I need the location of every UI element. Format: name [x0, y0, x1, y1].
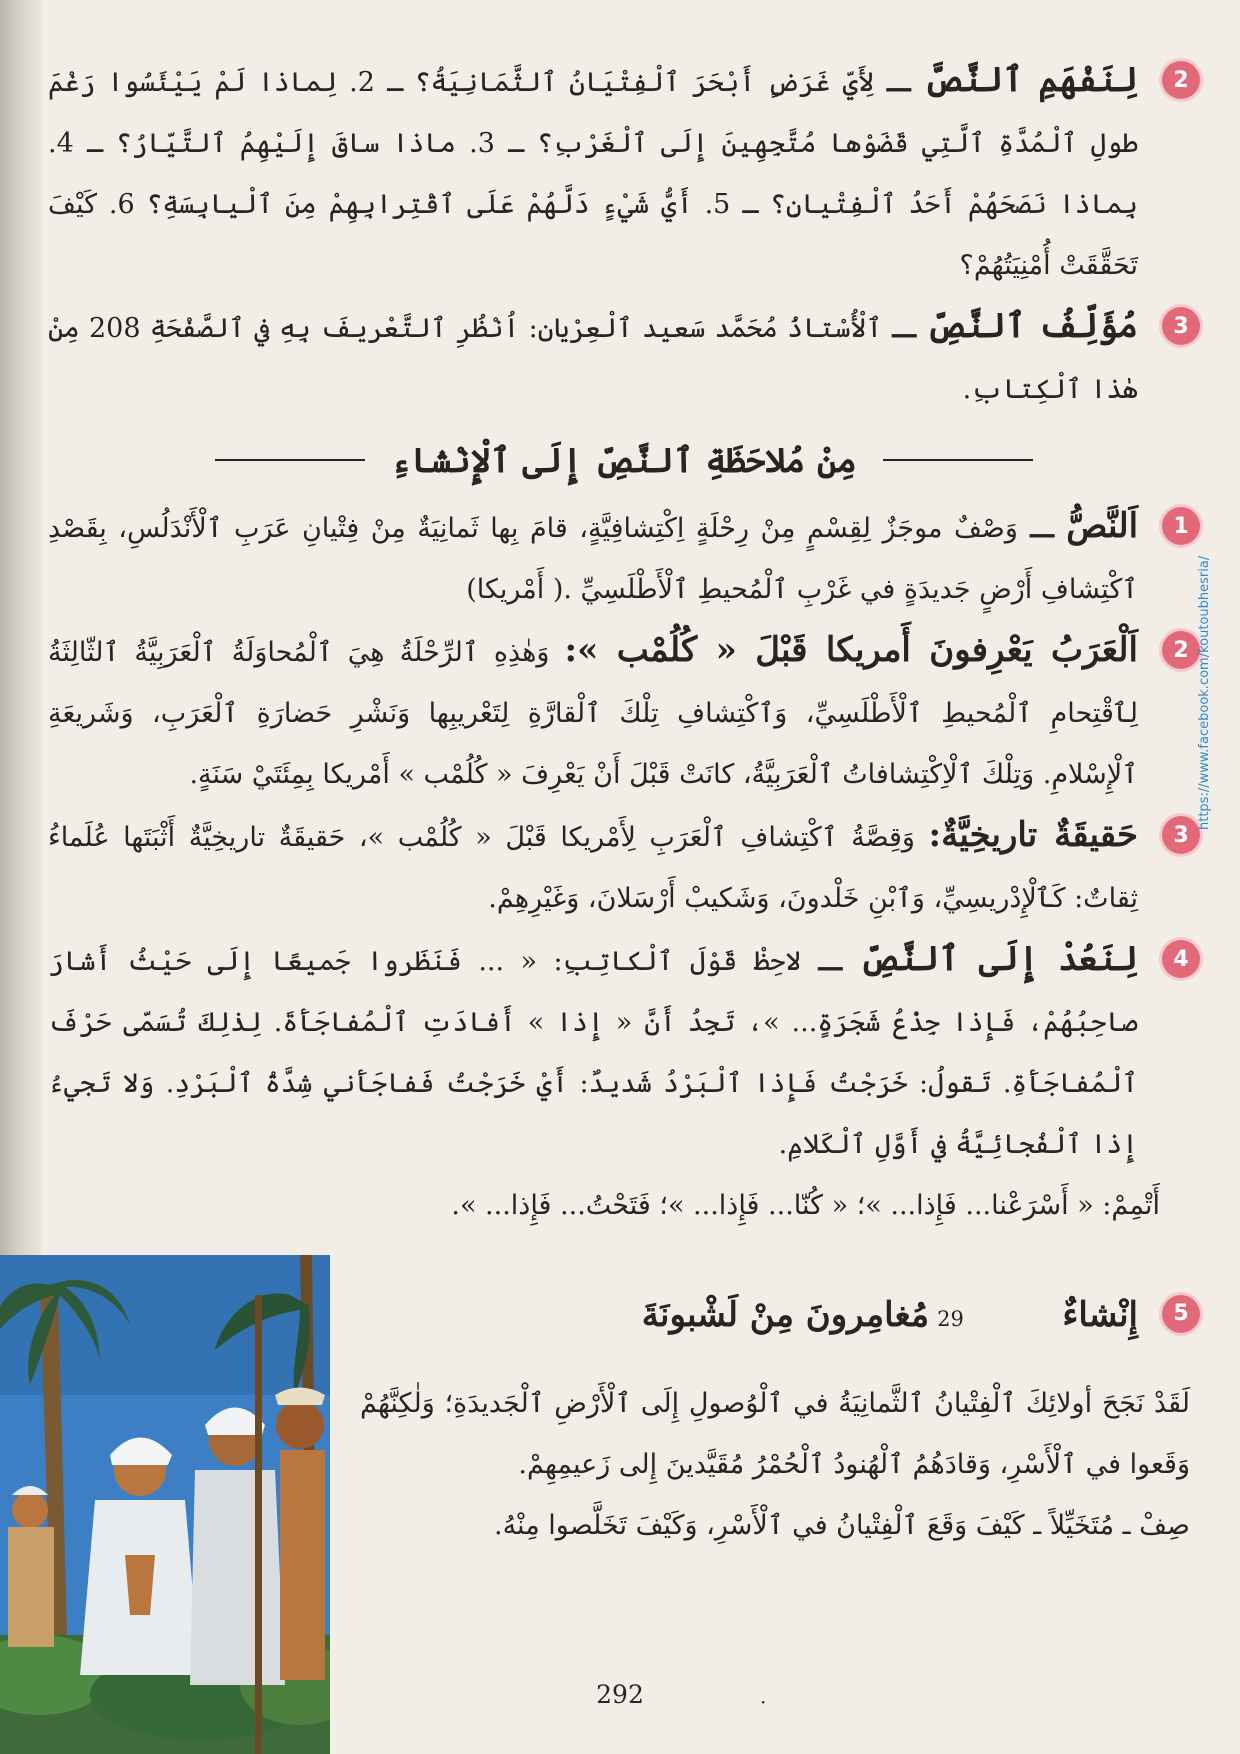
block-text: لاحِظْ قَوْلَ ٱلْكاتِبِ: « ... فَنَظَروا جَميعًا إِلَى حَيْثُ أَشارَ صاحِبُهُمْ، فَإِذا جِذْعُ شَجَرَةٍ... »، تَجِدُ أَنَّ « إِذا » أَفادَتِ ٱلْمُفاجَأَةَ. لِذٰلِكَ تُسَمّى حَرْفَ ٱلْمُفاجَأَةِ. تَقولُ: خَرَجْتُ فَإِذا ٱلْبَرْدُ شَديدٌ: أَيْ خَرَجْتُ فَفاجَأَني شِدَّةُ ٱلْبَرْدِ. وَلا تَجيءُ إِذا ٱلْفُجائِيَّةُ في أَوَّلِ ٱلْكَلامِ.: [48, 946, 1138, 1160]
block-heading: إِنْشاءٌ: [1062, 1295, 1138, 1335]
block-heading: حَقيقَةٌ تاريخِيَّةٌ:: [928, 815, 1138, 855]
page-content: [48, 50, 1200, 1236]
subject-number: 29: [937, 1307, 964, 1331]
block-text: وَهٰذِهِ ٱلرِّحْلَةُ هِيَ ٱلْمُحاوَلَةُ ٱلْعَرَبِيَّةُ ٱلثّالِثَةُ لِٱقْتِحامِ ٱلْمُحيطِ ٱلْأَطْلَسِيِّ، وَٱكْتِشافِ تِلْكَ ٱلْقارَّةِ لِتَعْريبِها وَنَشْرِ حَضارَةِ ٱلْعَرَبِ، وَشَريعَةِ ٱلْإِسْلامِ. وَتِلْكَ ٱلْاِكْتِشافاتُ ٱلْعَرَبِيَّةُ، كانَتْ قَبْلَ أَنْ يَعْرِفَ « كُلُمْب » أَمْريكا بِمِئَتَيْ سَنَةٍ.: [48, 637, 1138, 790]
subject-title: مُغامِرونَ مِنْ لَشْبونَةَ: [641, 1295, 930, 1335]
author-block: 3 مُؤَلِّفُ ٱلنَّصِّ ـــ ٱلْأُسْتاذُ مُحَمَّد سَعيد ٱلْعِرْيان: اُنْظُرِ ٱلتَّعْريفَ بِهِ في ٱلصَّفْحَةِ 208 مِنْ هٰذا ٱلْكِتابِ.: [48, 296, 1200, 420]
number-badge: 2: [1162, 631, 1200, 669]
number-badge: 2: [1162, 61, 1200, 99]
side-watermark-link[interactable]: https://www.facebook.com/koutoubhesria/: [1197, 555, 1212, 830]
block-heading: مُؤَلِّفُ ٱلنَّصِّ: [926, 306, 1138, 346]
number-badge: 5: [1162, 1295, 1200, 1333]
section-title: [48, 432, 1200, 488]
section-title-text: مِنْ مُلاحَظَةِ ٱلنَّصِّ إِلَى ٱلْإِنْشاءِ: [391, 440, 857, 481]
block-heading: اَلنَّصُّ: [1066, 506, 1139, 546]
number-badge: 3: [1162, 816, 1200, 854]
block-heading: اَلْعَرَبُ يَعْرِفونَ أَمريكا قَبْلَ « كُلُمْب »:: [564, 630, 1138, 670]
completion-exercise: أَتْمِمْ: « أَسْرَعْنا... فَإِذا... »؛ « كُنّا... فَإِذا... »؛ فَتَحْتُ... فَإِذا... ».: [451, 1190, 1160, 1221]
figure-left: [8, 1486, 54, 1647]
composition-prompt: [360, 1373, 1200, 1556]
block-heading: لِنَفْهَمِ ٱلنَّصَّ: [923, 60, 1139, 100]
title-rule: [215, 459, 365, 461]
composition-subject: [642, 1295, 964, 1335]
composition-block: [360, 1285, 1200, 1556]
figure-guard: [275, 1388, 325, 1681]
block-heading: لِنَعُدْ إِلَى ٱلنَّصِّ: [859, 939, 1138, 979]
title-rule: [883, 459, 1033, 461]
number-badge: 1: [1162, 507, 1200, 545]
composition-text-1: لَقَدْ نَجَحَ أولائِكَ ٱلْفِتْيانُ ٱلثَّمانِيَةُ في ٱلْوُصولِ إِلَى ٱلْأَرْضِ ٱلْجَديدَةِ؛ وَلٰكِنَّهُمْ وَقَعوا في ٱلْأَسْرِ، وَقادَهُمُ ٱلْهُنودُ ٱلْحُمْرُ مُقَيَّدينَ إِلى زَعيمِهِمْ.: [360, 1388, 1190, 1480]
note-block-back-to-text: 4 لِنَعُدْ إِلَى ٱلنَّصِّ ـــ لاحِظْ قَوْلَ ٱلْكاتِبِ: « ... فَنَظَروا جَميعًا إِلَى حَيْثُ أَشارَ صاحِبُهُمْ، فَإِذا جِذْعُ شَجَرَةٍ... »، تَجِدُ أَنَّ « إِذا » أَفادَتِ ٱلْمُفاجَأَةَ. لِذٰلِكَ تُسَمّى حَرْفَ ٱلْمُفاجَأَةِ. تَقولُ: خَرَجْتُ فَإِذا ٱلْبَرْدُ شَديدٌ: أَيْ خَرَجْتُ فَفاجَأَني شِدَّةُ ٱلْبَرْدِ. وَلا تَجيءُ إِذا ٱلْفُجائِيَّةُ في أَوَّلِ ٱلْكَلامِ.: [48, 929, 1200, 1175]
question-block-understanding: 2 لِنَفْهَمِ ٱلنَّصَّ ـــ لِأَيِّ غَرَضٍ أَبْحَرَ ٱلْفِتْيَانُ ٱلثَّمَانِيَةُ؟ ـ 2. لِماذا لَمْ يَيْئَسُوا رَغْمَ طولِ ٱلْمُدَّةِ ٱلَّتِي قَضَوْها مُتَّجِهِينَ إِلَى ٱلْغَرْبِ؟ ـ 3. ماذا ساقَ إِلَيْهِمُ ٱلتَّيّارُ؟ ـ 4. بِماذا نَصَحَهُمْ أَحَدُ ٱلْفِتْيانِ؟ ـ 5. أَيُّ شَيْءٍ دَلَّهُمْ عَلَى ٱقْتِرابِهِمْ مِنَ ٱلْيابِسَةِ؟ 6. كَيْفَ تَحَقَّقَتْ أُمْنِيَتُهُمْ؟: [48, 50, 1200, 296]
block-text: لِأَيِّ غَرَضٍ أَبْحَرَ ٱلْفِتْيَانُ ٱلثَّمَانِيَةُ؟ ـ 2. لِماذا لَمْ يَيْئَسُوا رَغْمَ طولِ ٱلْمُدَّةِ ٱلَّتِي قَضَوْها مُتَّجِهِينَ إِلَى ٱلْغَرْبِ؟ ـ 3. ماذا ساقَ إِلَيْهِمُ ٱلتَّيّارُ؟ ـ 4. بِماذا نَصَحَهُمْ أَحَدُ ٱلْفِتْيانِ؟ ـ 5. أَيُّ شَيْءٍ دَلَّهُمْ عَلَى ٱقْتِرابِهِمْ مِنَ ٱلْيابِسَةِ؟ 6. كَيْفَ تَحَقَّقَتْ أُمْنِيَتُهُمْ؟: [48, 67, 1138, 281]
note-block-text: 1 اَلنَّصُّ ـــ وَصْفٌ موجَزٌ لِقِسْمٍ مِنْ رِحْلَةٍ اِكْتِشافِيَّةٍ، قامَ بِها ثَمانِيَةٌ مِنْ فِتْيانِ عَرَبِ ٱلْأَنْدَلُسِ، بِقَصْدِ ٱكْتِشافِ أَرْضٍ جَديدَةٍ في غَرْبِ ٱلْمُحيطِ ٱلْأَطْلَسِيِّ .( أَمْريكا): [48, 496, 1200, 620]
number-badge: 3: [1162, 307, 1200, 345]
block-text: وَقِصَّةُ ٱكْتِشافِ ٱلْعَرَبِ لِأَمْريكا قَبْلَ « كُلُمْب »، حَقيقَةٌ تاريخِيَّةٌ أَثْبَتَها عُلَماءُ ثِقاتٌ: كَٱلْإِدْريسِيِّ، وَٱبْنِ خَلْدونَ، وَشَكيبْ أَرْسَلانَ، وَغَيْرِهِمْ.: [48, 822, 1138, 914]
composition-text-2: صِفْ ـ مُتَخَيِّلاً ـ كَيْفَ وَقَعَ ٱلْفِتْيانُ في ٱلْأَسْرِ، وَكَيْفَ تَخَلَّصوا مِنْهُ.: [494, 1510, 1190, 1541]
dot-mark: ·: [760, 1690, 767, 1714]
number-badge: 4: [1162, 940, 1200, 978]
composition-heading-row: [360, 1285, 1200, 1345]
block-text: وَصْفٌ موجَزٌ لِقِسْمٍ مِنْ رِحْلَةٍ اِكْتِشافِيَّةٍ، قامَ بِها ثَمانِيَةٌ مِنْ فِتْيانِ عَرَبِ ٱلْأَنْدَلُسِ، بِقَصْدِ ٱكْتِشافِ أَرْضٍ جَديدَةٍ في غَرْبِ ٱلْمُحيطِ ٱلْأَطْلَسِيِّ .( أَمْريكا): [48, 513, 1138, 605]
note-block-arabs-america: [48, 620, 1200, 805]
block-text: ٱلْأُسْتاذُ مُحَمَّد سَعيد ٱلْعِرْيان: اُنْظُرِ ٱلتَّعْريفَ بِهِ في ٱلصَّفْحَةِ 208 مِنْ هٰذا ٱلْكِتابِ.: [48, 313, 1138, 405]
note-block-historical-fact: [48, 805, 1200, 929]
page-number: 292: [596, 1680, 644, 1709]
